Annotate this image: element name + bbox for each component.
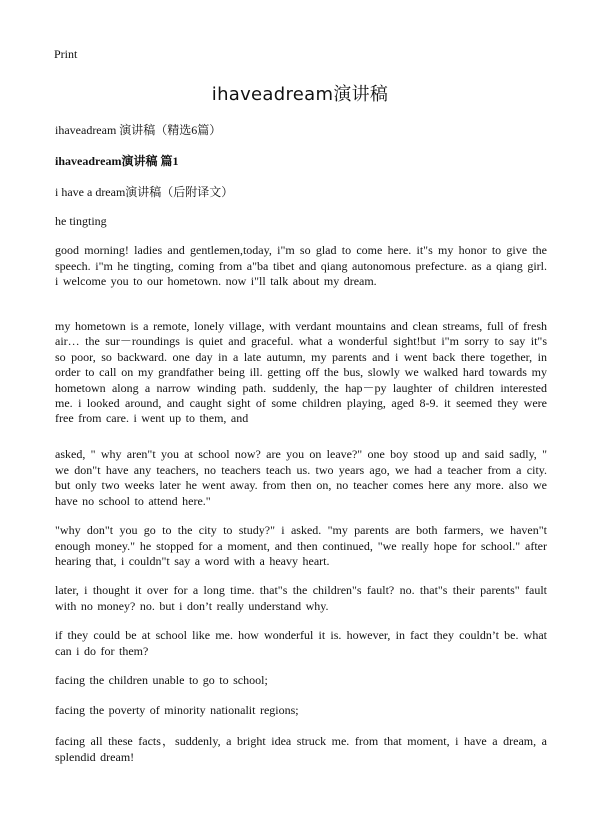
document-title: ihaveadream演讲稿 (211, 84, 389, 105)
section-heading: ihaveadream演讲稿 篇1 (55, 154, 179, 168)
speech-title: i have a dream演讲稿（后附译文） (55, 185, 234, 199)
paragraph-6: if they could be at school like me. how wonderful it is. however, in fact they couldn’t be. what can i do for them? (55, 628, 547, 658)
paragraph-9: facing all these facts，suddenly, a bright idea struck me. from that moment, i have a dream, a splendid dream! (55, 734, 547, 764)
paragraph-1: good morning! ladies and gentlemen,today, i"m so glad to come here. it"s my honor to give the speech. i"m he tingting, coming from a"ba tibet and qiang autonomous prefecture. as a qiang girl. i welcome you to our hometown. now i"ll talk about my dream. (55, 243, 547, 288)
paragraph-8: facing the poverty of minority nationalit regions; (55, 703, 299, 717)
paragraph-5: later, i thought it over for a long time. that"s the children"s fault? no. that"s their parents" fault with no money? no. but i don’t really understand why. (55, 583, 547, 613)
author-name: he tingting (55, 214, 107, 228)
paragraph-3: asked, " why aren"t you at school now? are you on leave?" one boy stood up and said sadly, " we don"t have any teachers, no teachers teach us. two years ago, we had a teacher from a city. but only two weeks later he went away. from then on, no teacher comes here any more. also we have no school to attend here." (55, 447, 547, 508)
print-label: Print (54, 47, 78, 61)
document-subtitle: ihaveadream 演讲稿（精选6篇） (55, 123, 222, 137)
paragraph-4: "why don"t you go to the city to study?" i asked. "my parents are both farmers, we haven"t enough money." he stopped for a moment, and then continued, "we really hope for school." after hearing that, i couldn"t say a word with a heavy heart. (55, 523, 547, 568)
paragraph-2: my hometown is a remote, lonely village, with verdant mountains and clean streams, full of fresh air… the sur－roundings is quiet and graceful. what a wonderful sight!but i"m sorry to say it"s so poor, so backward. one day in a late autumn, my parents and i went back there together, in order to call on my grandfather being ill. getting off the bus, slowly we walked hard towards my hometown along a narrow winding path. suddenly, the hap－py laughter of children interested me. i looked around, and caught sight of some children playing, aged 8-9. it seemed they were free from care. i went up to them, and (55, 319, 547, 426)
paragraph-7: facing the children unable to go to school; (55, 673, 268, 687)
